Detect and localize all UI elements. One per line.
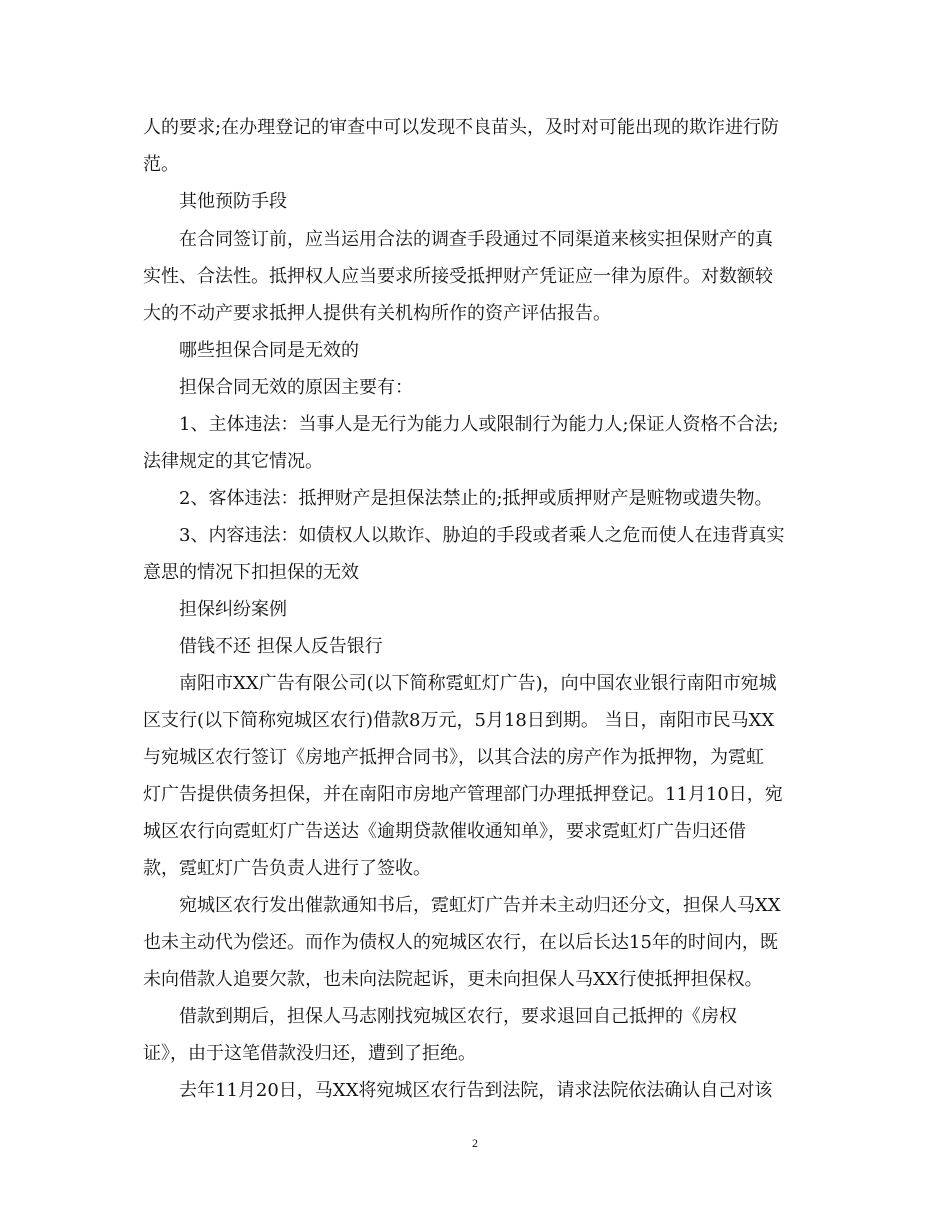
text-line: 意思的情况下扣担保的无效 bbox=[143, 562, 359, 583]
text-line: 去年11月20日，马XX将宛城区农行告到法院，请求法院依法确认自己对该 bbox=[179, 1080, 773, 1101]
section-heading: 哪些担保合同是无效的 bbox=[179, 340, 359, 361]
text-line: 担保合同无效的原因主要有： bbox=[179, 377, 413, 398]
text-line: 南阳市XX广告有限公司(以下简称霓虹灯广告)，向中国农业银行南阳市宛城 bbox=[179, 673, 777, 694]
text-line: 2、客体违法：抵押财产是担保法禁止的;抵押或质押财产是赃物或遗失物。 bbox=[179, 488, 773, 509]
section-heading: 其他预防手段 bbox=[179, 191, 287, 212]
text-line: 在合同签订前，应当运用合法的调查手段通过不同渠道来核实担保财产的真 bbox=[179, 229, 773, 250]
text-line: 大的不动产要求抵押人提供有关机构所作的资产评估报告。 bbox=[143, 303, 611, 324]
text-line: 区支行(以下简称宛城区农行)借款8万元，5月18日到期。 当日，南阳市民马XX bbox=[143, 710, 775, 731]
text-line: 也未主动代为偿还。而作为债权人的宛城区农行，在以后长达15年的时间内，既 bbox=[143, 932, 778, 953]
text-line: 城区农行向霓虹灯广告送达《逾期贷款催收通知单》，要求霓虹灯广告归还借 bbox=[143, 821, 746, 842]
text-line: 未向借款人追要欠款，也未向法院起诉，更未向担保人马XX行使抵押担保权。 bbox=[143, 969, 763, 990]
text-line: 法律规定的其它情况。 bbox=[143, 451, 323, 472]
text-line: 1、主体违法：当事人是无行为能力人或限制行为能力人;保证人资格不合法; bbox=[179, 414, 779, 435]
text-line: 宛城区农行发出催款通知书后，霓虹灯广告并未主动归还分文，担保人马XX bbox=[179, 895, 781, 916]
text-line: 灯广告提供债务担保，并在南阳市房地产管理部门办理抵押登记。11月10日，宛 bbox=[143, 784, 783, 805]
text-line: 证》，由于这笔借款没归还，遭到了拒绝。 bbox=[143, 1043, 476, 1064]
text-line: 款，霓虹灯广告负责人进行了签收。 bbox=[143, 858, 431, 879]
text-line: 人的要求;在办理登记的审查中可以发现不良苗头，及时对可能出现的欺诈进行防 bbox=[143, 117, 780, 138]
text-line: 借款到期后，担保人马志刚找宛城区农行，要求退回自己抵押的《房权 bbox=[179, 1006, 737, 1027]
text-line: 3、内容违法：如债权人以欺诈、胁迫的手段或者乘人之危而使人在违背真实 bbox=[179, 525, 785, 546]
text-line: 实性、合法性。抵押权人应当要求所接受抵押财产凭证应一律为原件。对数额较 bbox=[143, 266, 773, 287]
text-line: 范。 bbox=[143, 154, 179, 175]
section-heading: 借钱不还 担保人反告银行 bbox=[179, 636, 383, 657]
text-line: 与宛城区农行签订《房地产抵押合同书》，以其合法的房产作为抵押物，为霓虹 bbox=[143, 747, 764, 768]
section-heading: 担保纠纷案例 bbox=[179, 599, 287, 620]
page-number: 2 bbox=[472, 1136, 478, 1150]
